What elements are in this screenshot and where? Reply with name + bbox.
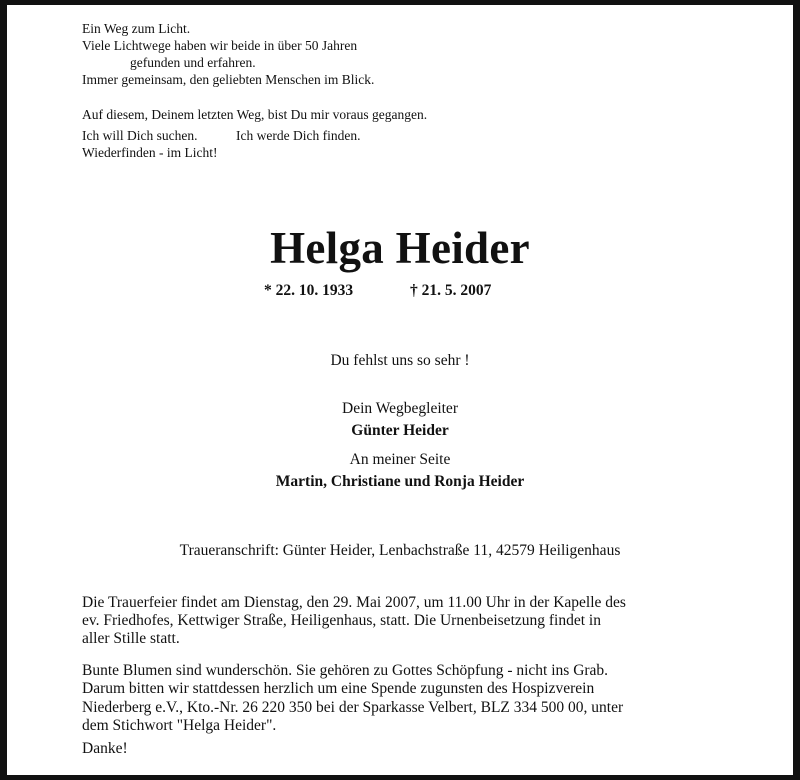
poem-line: Ein Weg zum Licht. (82, 21, 191, 36)
mourning-address: Traueranschrift: Günter Heider, Lenbachstraße 11, 42579 Heiligenhaus (179, 542, 621, 559)
ceremony-line: Die Trauerfeier findet am Dienstag, den 29. Mai 2007, um 11.00 Uhr in der Kapelle des (82, 594, 626, 611)
donation-line: Darum bitten wir stattdessen herzlich um eine Spende zugunsten des Hospizverein (82, 680, 595, 697)
mourner-label: An meiner Seite (349, 451, 451, 468)
poem-line: Auf diesem, Deinem letzten Weg, bist Du mir voraus gegangen. (82, 107, 428, 122)
message: Du fehlst uns so sehr ! (330, 352, 470, 369)
death-date: † 21. 5. 2007 (410, 282, 492, 299)
donation-line: Bunte Blumen sind wunderschön. Sie gehören zu Gottes Schöpfung - nicht ins Grab. (82, 662, 609, 679)
mourner-label: Dein Wegbegleiter (342, 400, 458, 417)
birth-date: * 22. 10. 1933 (264, 282, 354, 299)
poem-line: Ich will Dich suchen. (82, 128, 198, 143)
poem-line: Wiederfinden - im Licht! (82, 145, 218, 160)
donation-line: dem Stichwort "Helga Heider". (82, 717, 277, 734)
thanks: Danke! (82, 740, 128, 757)
deceased-name: Helga Heider (270, 223, 530, 273)
ceremony-line: ev. Friedhofes, Kettwiger Straße, Heiligenhaus, statt. Die Urnenbeisetzung findet in (82, 612, 601, 629)
poem-line: Viele Lichtwege haben wir beide in über 50 Jahren (82, 38, 358, 53)
mourner-names: Martin, Christiane und Ronja Heider (275, 473, 525, 490)
poem-line: Immer gemeinsam, den geliebten Menschen im Blick. (82, 72, 375, 87)
donation-line: Niederberg e.V., Kto.-Nr. 26 220 350 bei der Sparkasse Velbert, BLZ 334 500 00, unter (82, 699, 624, 716)
poem-line: Ich werde Dich finden. (236, 128, 361, 143)
poem-line: gefunden und erfahren. (130, 55, 256, 70)
ceremony-line: aller Stille statt. (82, 630, 180, 647)
mourner-names: Günter Heider (351, 422, 449, 439)
